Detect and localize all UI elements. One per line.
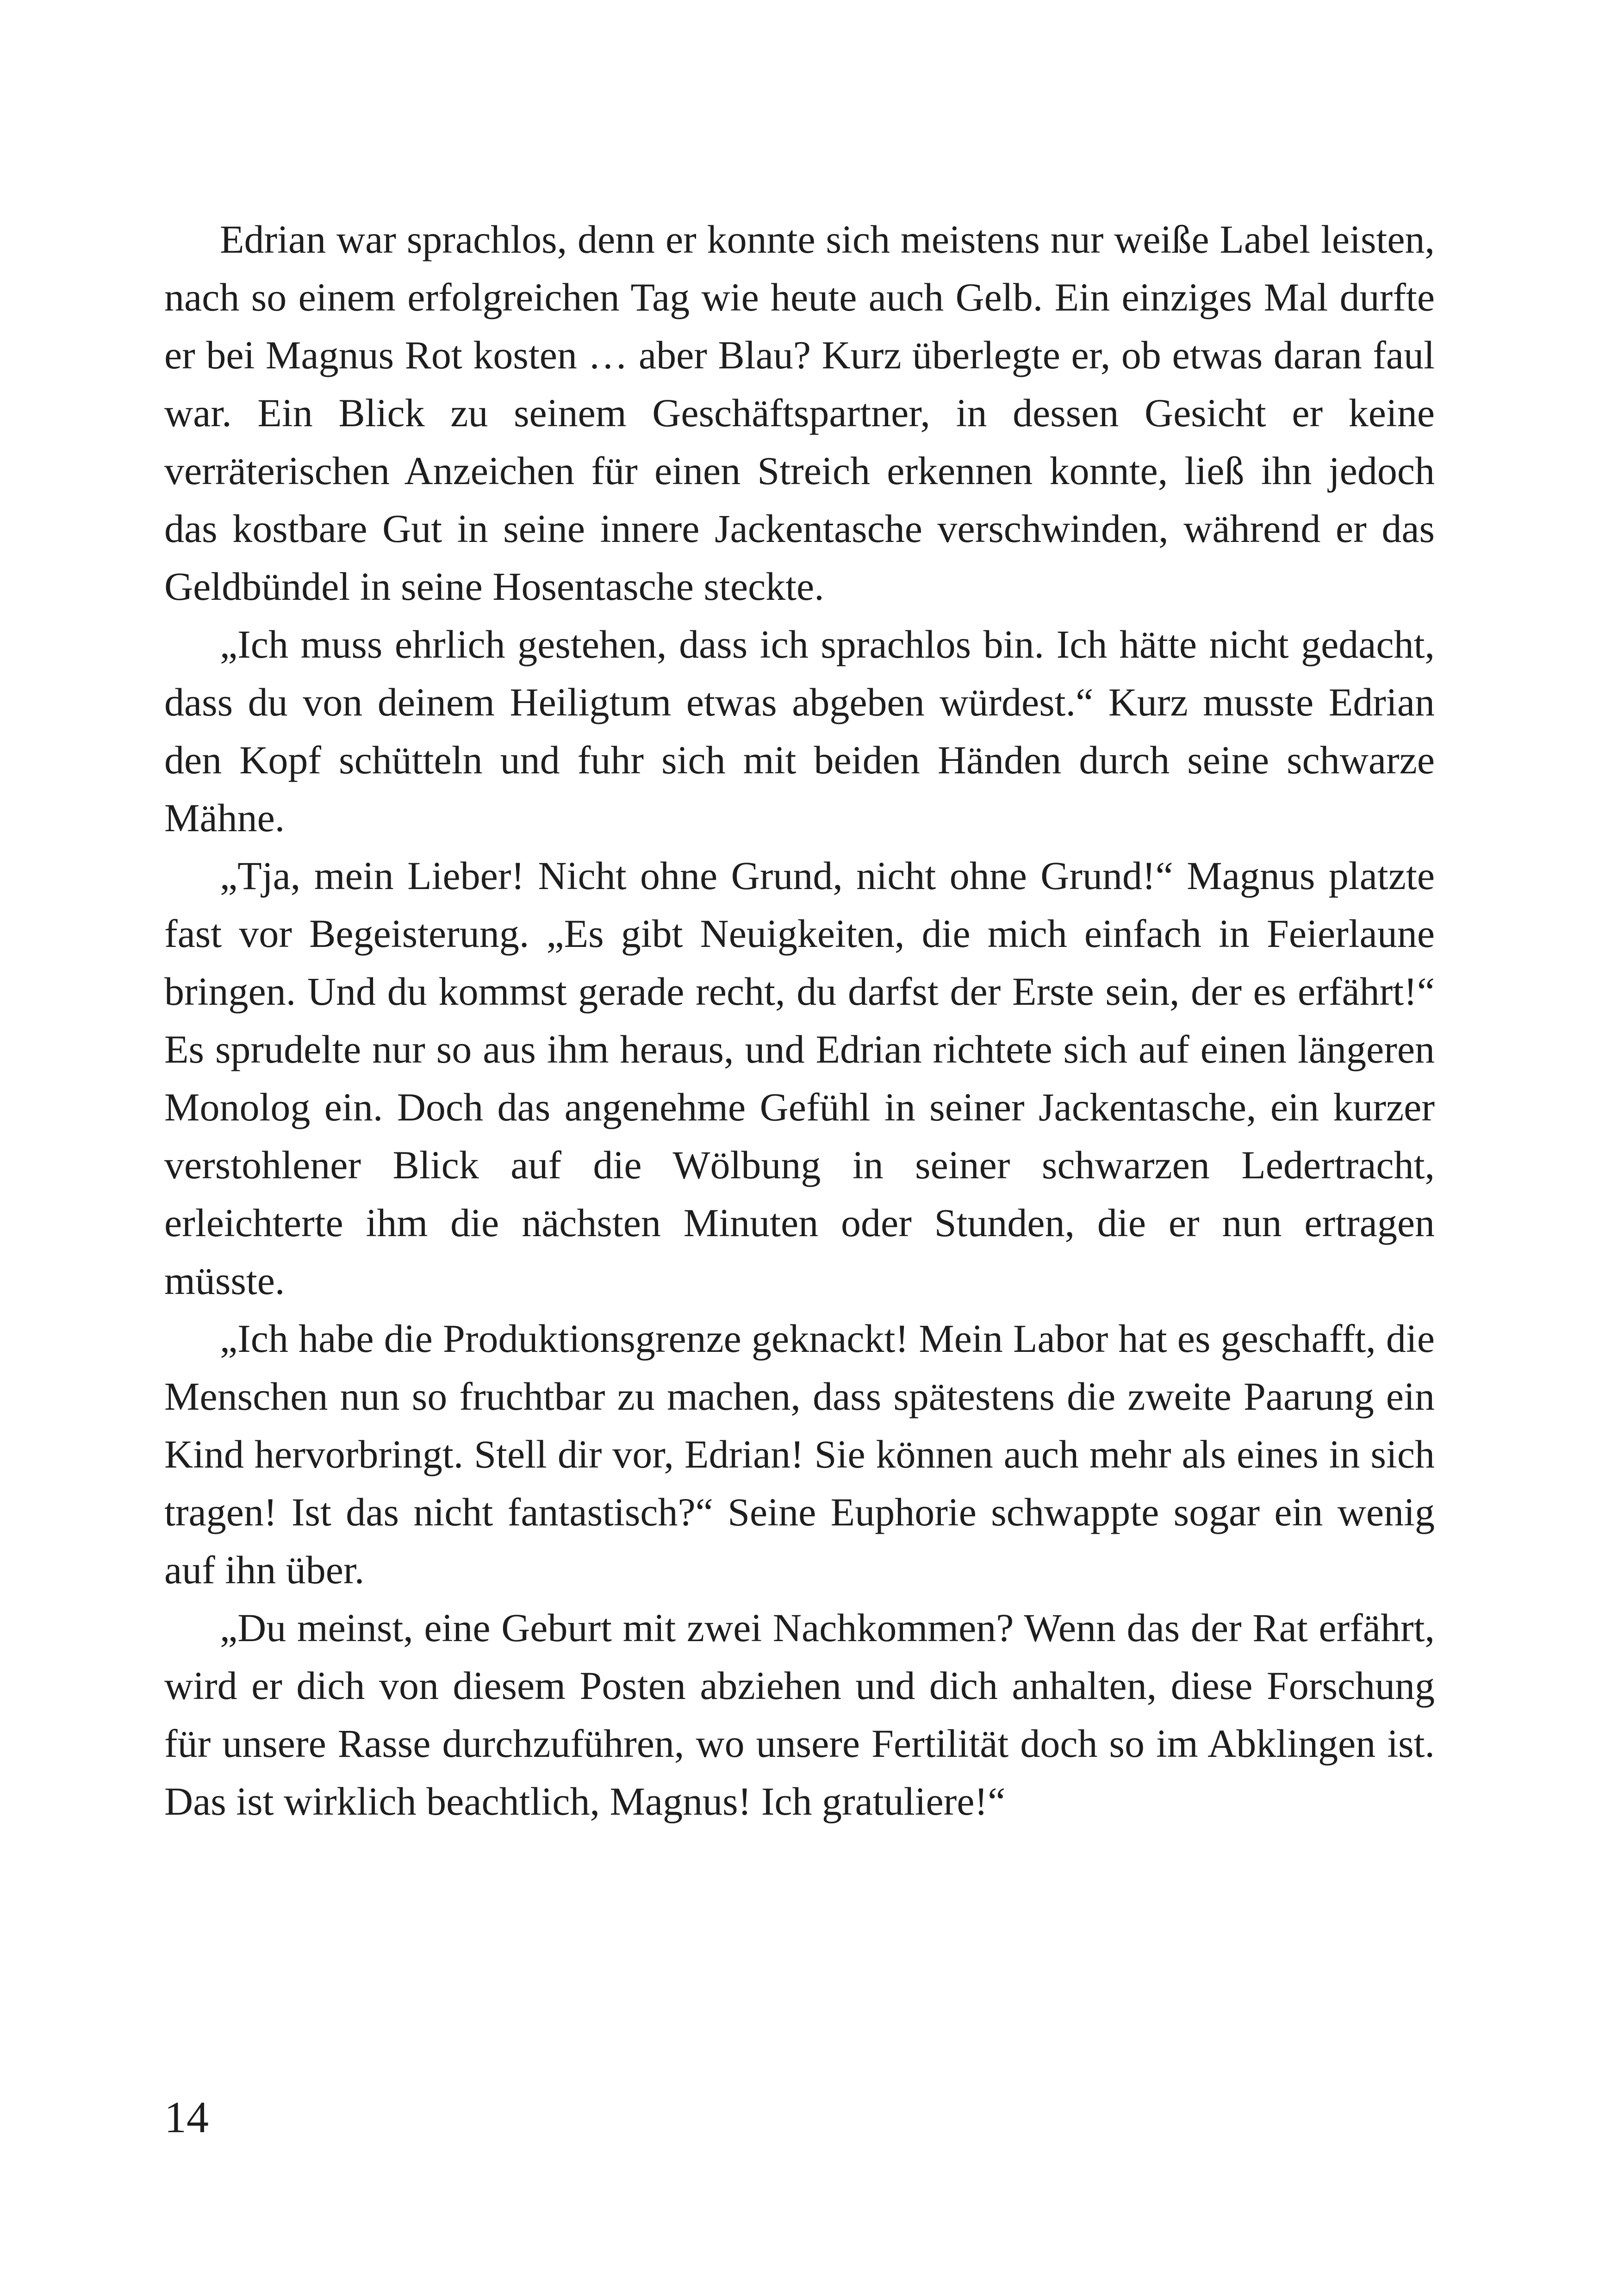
paragraph-1: Edrian war sprachlos, denn er konnte sich meistens nur weiße Label leisten, nach so einem erfolgreichen Tag wie heute auch Gelb. Ein einziges Mal durfte er bei Magnus Rot kosten … aber Blau? Kurz überlegte er, ob etwas daran faul war. Ein Blick zu seinem Geschäftspartner, in dessen Gesicht er keine verräterischen Anzeichen für einen Streich erkennen konnte, ließ ihn jedoch das kostbare Gut in seine innere Jackentasche verschwinden, während er das Geldbündel in seine Hosentasche steckte.	[164, 217, 1435, 609]
paragraph-3: „Tja, mein Lieber! Nicht ohne Grund, nicht ohne Grund!“ Magnus platzte fast vor Begeisterung. „Es gibt Neuigkeiten, die mich einfach in Feierlaune bringen. Und du kommst gerade recht, du darfst der Erste sein, der es erfährt!“ Es sprudelte nur so aus ihm heraus, und Edrian richtete sich auf einen längeren Monolog ein. Doch das angenehme Gefühl in seiner Jackentasche, ein kurzer verstohlener Blick auf die Wölbung in seiner schwarzen Ledertracht, erleichterte ihm die nächsten Minuten oder Stunden, die er nun ertragen müsste.	[164, 853, 1435, 1303]
body-text	[164, 211, 1435, 1830]
page-number: 14	[164, 2092, 209, 2142]
paragraph-2: „Ich muss ehrlich gestehen, dass ich sprachlos bin. Ich hätte nicht gedacht, dass du von deinem Heiligtum etwas abgeben würdest.“ Kurz musste Edrian den Kopf schütteln und fuhr sich mit beiden Händen durch seine schwarze Mähne.	[164, 622, 1435, 840]
paragraph-4: „Ich habe die Produktionsgrenze geknackt! Mein Labor hat es geschafft, die Menschen nun so fruchtbar zu machen, dass spätestens die zweite Paarung ein Kind hervorbringt. Stell dir vor, Edrian! Sie können auch mehr als eines in sich tragen! Ist das nicht fantastisch?“ Seine Euphorie schwappte sogar ein wenig auf ihn über.	[164, 1316, 1435, 1592]
paragraph-5: „Du meinst, eine Geburt mit zwei Nachkommen? Wenn das der Rat erfährt, wird er dich von diesem Posten abziehen und dich anhalten, diese Forschung für unsere Rasse durchzuführen, wo unsere Fertilität doch so im Abklingen ist. Das ist wirklich beachtlich, Magnus! Ich gratuliere!“	[164, 1605, 1435, 1823]
